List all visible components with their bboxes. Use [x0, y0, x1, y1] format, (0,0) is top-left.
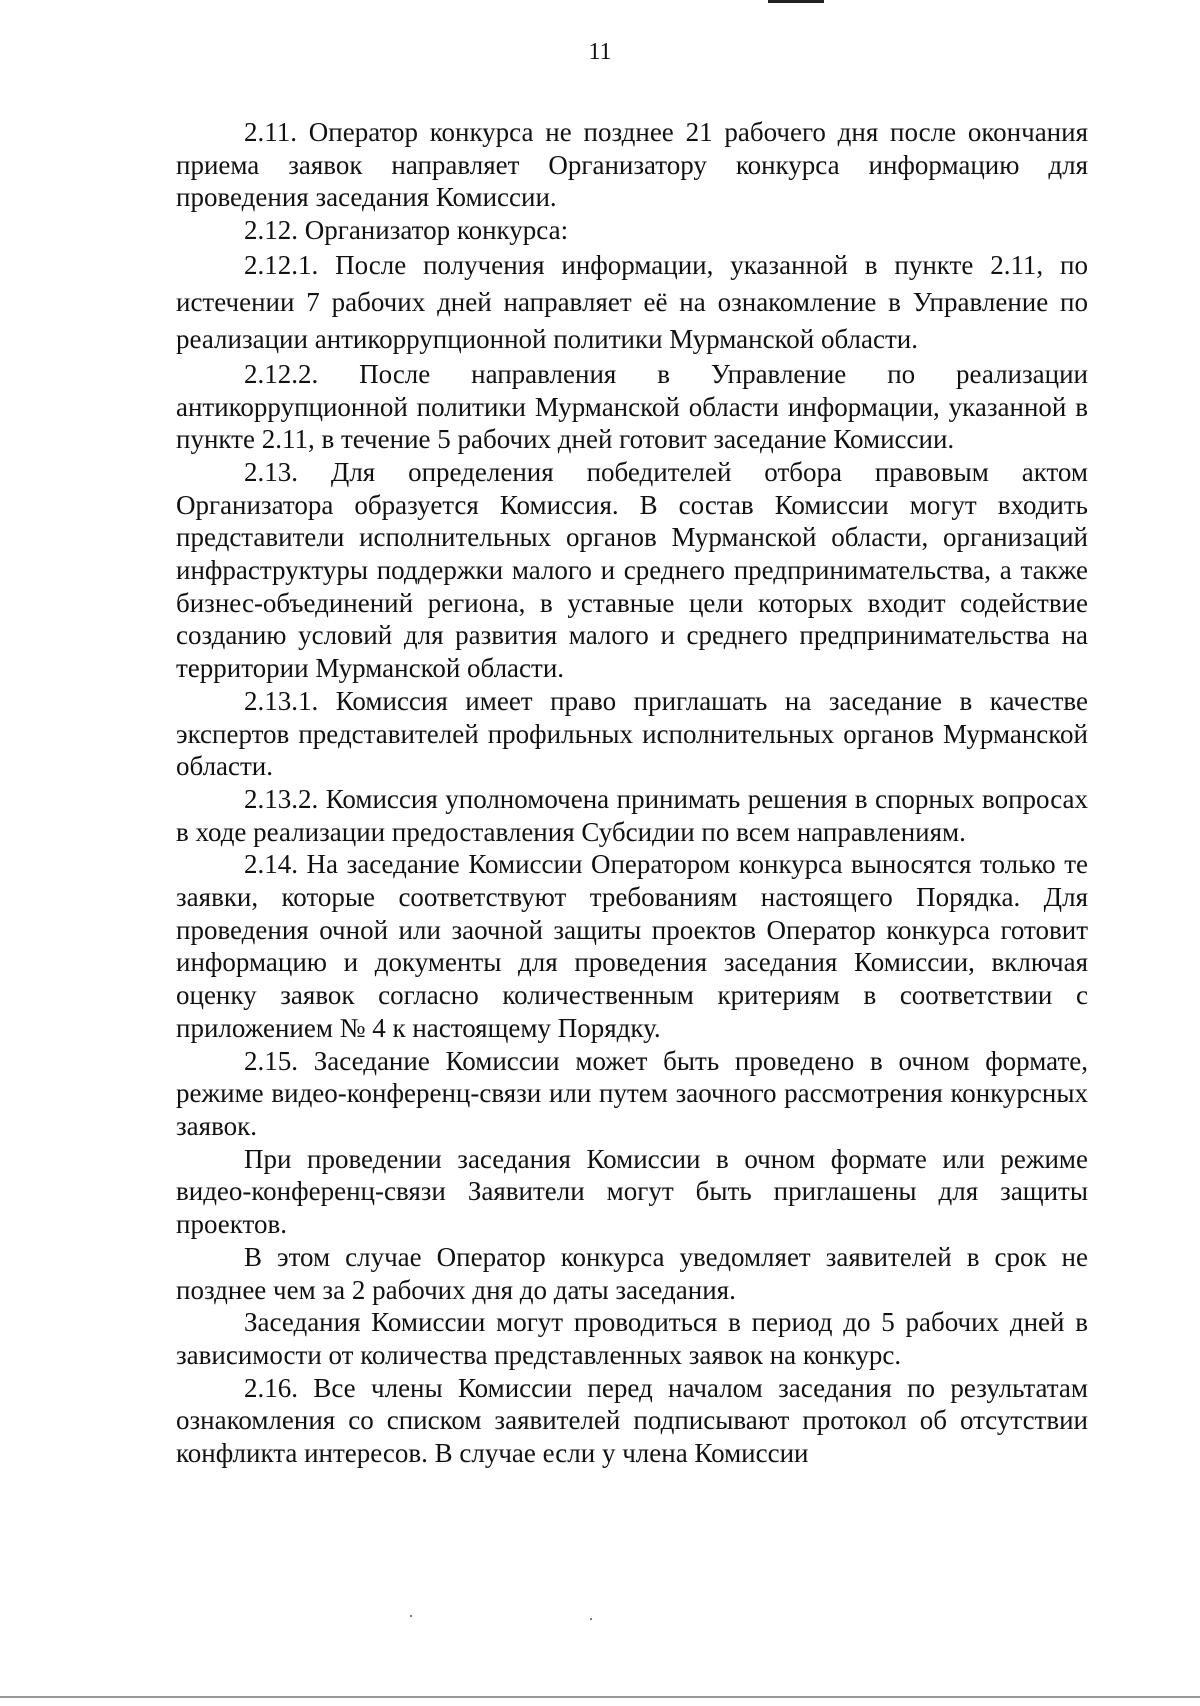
paragraph-2-14: 2.14. На заседание Комиссии Оператором конкурса выносятся только те заявки, которые соответствуют требованиям настоящего Порядка. Для проведения очной или заочной защиты проектов Оператор конкурса готовит информацию и документы для проведения заседания Комиссии, включая оценку заявок согласно количественным критериям в соответствии с приложением № 4 к настоящему Порядку. [176, 849, 1088, 1043]
paragraph-2-13-2: 2.13.2. Комиссия уполномочена принимать решения в спорных вопросах в ходе реализации предоставления Субсидии по всем направлениям. [176, 783, 1088, 847]
paragraph-2-11: 2.11. Оператор конкурса не позднее 21 рабочего дня после окончания приема заявок направляет Организатору конкурса информацию для проведения заседания Комиссии. [176, 117, 1088, 213]
top-edge-mark [768, 0, 824, 3]
paragraph-in-person-meeting: При проведении заседания Комиссии в очном формате или режиме видео-конференц-связи Заявители могут быть приглашены для защиты проектов. [176, 1143, 1088, 1240]
bottom-edge-line [0, 1696, 1200, 1698]
scan-speck [590, 1618, 592, 1620]
paragraph-2-13-1: 2.13.1. Комиссия имеет право приглашать на заседание в качестве экспертов представителей профильных исполнительных органов Мурманской области. [176, 685, 1088, 782]
paragraph-2-12: 2.12. Организатор конкурса: [244, 215, 569, 246]
scan-speck [410, 1615, 412, 1617]
paragraph-2-13: 2.13. Для определения победителей отбора правовым актом Организатора образуется Комиссия. В состав Комиссии могут входить представители исполнительных органов Мурманской области, организаций инфраструктуры поддержки малого и среднего предпринимательства, а также бизнес-объединений региона, в уставные цели которых входит содействие созданию условий для развития малого и среднего предпринимательства на территории Мурманской области. [176, 456, 1088, 684]
paragraph-2-15: 2.15. Заседание Комиссии может быть проведено в очном формате, режиме видео-конференц-связи или путем заочного рассмотрения конкурсных заявок. [176, 1045, 1088, 1141]
page-number: 11 [588, 39, 612, 65]
paragraph-2-12-2: 2.12.2. После направления в Управление по реализации антикоррупционной политики Мурманской области информации, указанной в пункте 2.11, в течение 5 рабочих дней готовит заседание Комиссии. [176, 358, 1088, 455]
paragraph-meeting-period: Заседания Комиссии могут проводиться в период до 5 рабочих дней в зависимости от количества представленных заявок на конкурс. [176, 1307, 1088, 1370]
paragraph-notification: В этом случае Оператор конкурса уведомляет заявителей в срок не позднее чем за 2 рабочих дня до даты заседания. [176, 1241, 1088, 1305]
paragraph-2-12-1: 2.12.1. После получения информации, указанной в пункте 2.11, по истечении 7 рабочих дней направляет её на ознакомление в Управление по реализации антикоррупционной политики Мурманской области. [176, 249, 1088, 354]
document-body [176, 116, 1088, 1470]
paragraph-2-16: 2.16. Все члены Комиссии перед началом заседания по результатам ознакомления со списком заявителей подписывают протокол об отсутствии конфликта интересов. В случае если у члена Комиссии [176, 1372, 1088, 1469]
